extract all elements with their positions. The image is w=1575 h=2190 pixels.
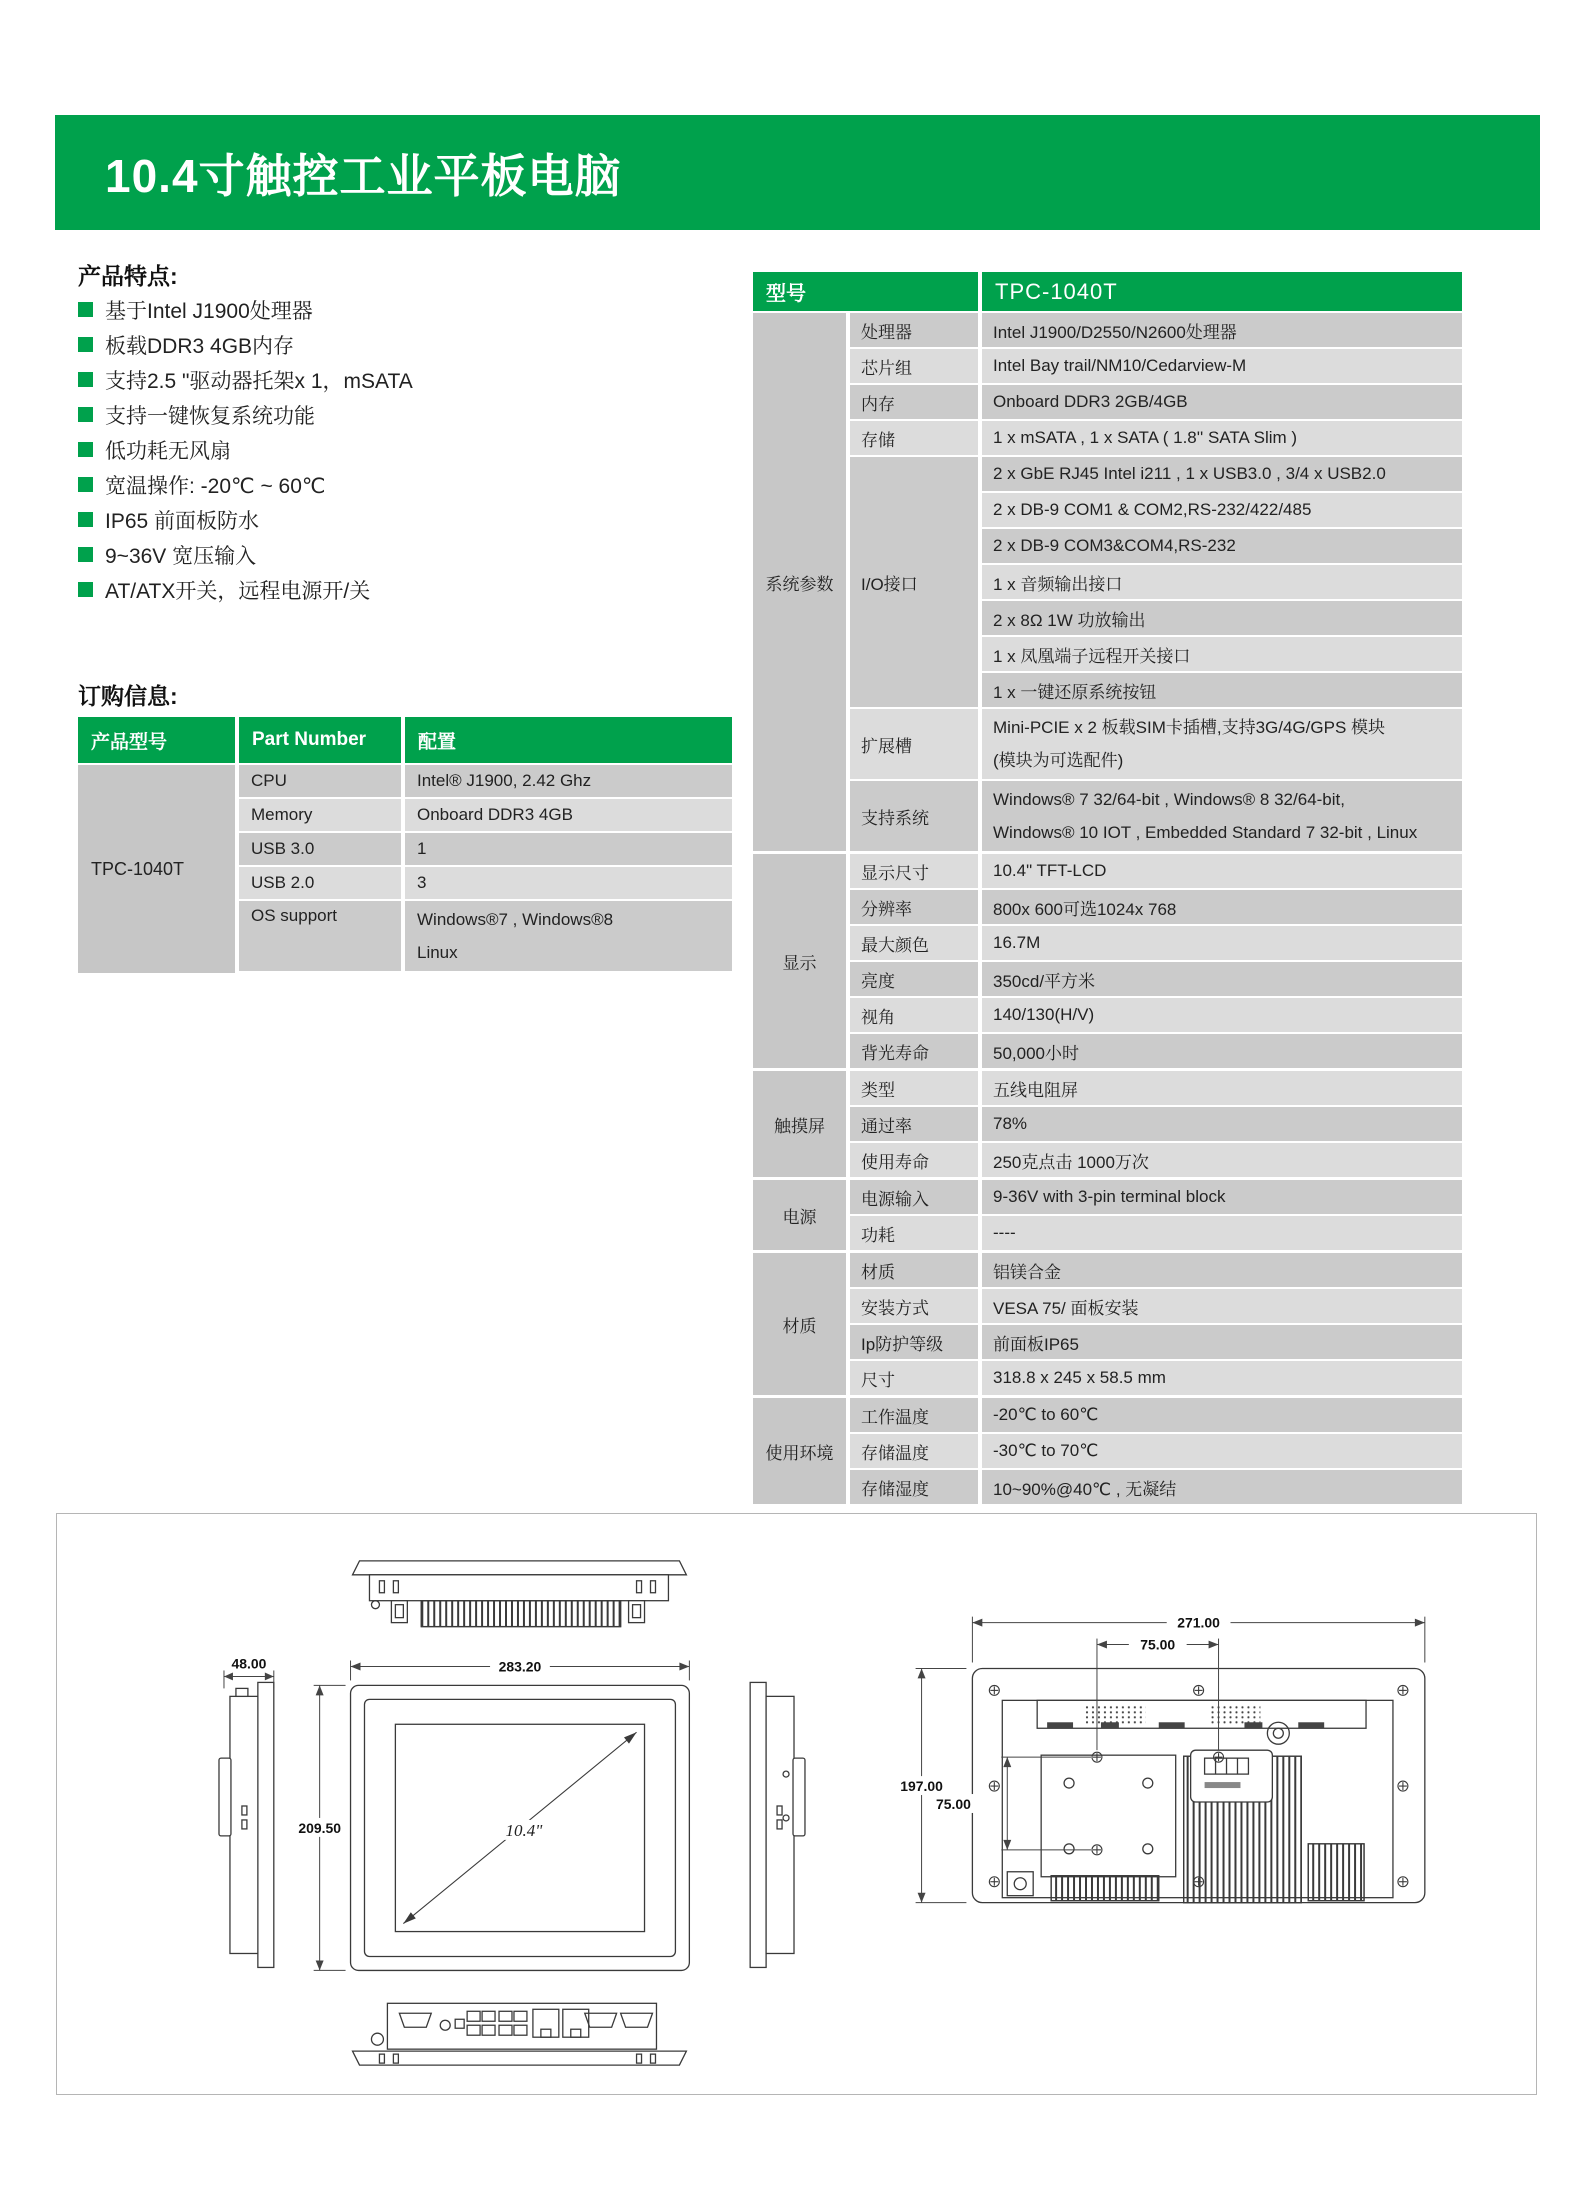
spec-merged-row: [850, 457, 1462, 709]
spec-row-label: 电源输入: [850, 1180, 978, 1214]
spec-row-label: 支持系统: [850, 781, 978, 851]
spec-row-value: [982, 709, 1462, 779]
dim-label-rear-width: 271.00: [1177, 1614, 1220, 1631]
spec-row: [982, 565, 1462, 601]
spec-section-材质: [753, 1253, 1462, 1397]
order-rows: [239, 765, 732, 973]
spec-subrows: [982, 457, 1462, 709]
feature-text: 低功耗无风扇: [105, 439, 231, 463]
spec-row: [850, 1216, 1462, 1252]
spec-row-value: [982, 781, 1462, 851]
spec-row: [850, 781, 1462, 853]
spec-category-label: 使用环境: [753, 1398, 846, 1504]
spec-row-value: 140/130(H/V): [982, 998, 1462, 1032]
page-title: 10.4寸触控工业平板电脑: [105, 149, 622, 202]
features-list: [78, 292, 678, 607]
feature-item: [78, 327, 678, 362]
feature-text: 板载DDR3 4GB内存: [105, 334, 295, 358]
spec-row-value: -30℃ to 70℃: [982, 1434, 1462, 1468]
spec-row: [982, 637, 1462, 673]
spec-row-value: 1 x 一键还原系统按钮: [982, 673, 1462, 707]
order-row-label: OS support: [239, 901, 401, 971]
spec-row-value: 800x 600可选1024x 768: [982, 890, 1462, 924]
order-row-value: Intel® J1900, 2.42 Ghz: [405, 765, 732, 797]
rear-view: [972, 1668, 1424, 1902]
order-row-value: Onboard DDR3 4GB: [405, 799, 732, 831]
order-row-label: USB 2.0: [239, 867, 401, 899]
spec-row: [850, 998, 1462, 1034]
spec-row-value: 16.7M: [982, 926, 1462, 960]
dim-label-front-height: 209.50: [298, 1819, 341, 1836]
spec-row: [850, 962, 1462, 998]
spec-value-line: Windows® 7 32/64-bit , Windows® 8 32/64-bit,: [993, 790, 1345, 809]
dim-rear-width: [972, 1613, 1424, 1663]
spec-row-value: 50,000小时: [982, 1034, 1462, 1068]
dim-label-vesa-horizontal: 75.00: [1140, 1636, 1176, 1653]
dim-front-width: [351, 1657, 690, 1681]
spec-row-label: 内存: [850, 385, 978, 419]
spec-row-value: Intel J1900/D2550/N2600处理器: [982, 313, 1462, 347]
spec-row: [850, 1071, 1462, 1107]
side-view-right: [750, 1682, 805, 1967]
spec-rows: [850, 854, 1462, 1070]
spec-row-label: 扩展槽: [850, 709, 978, 779]
spec-row: [850, 1398, 1462, 1434]
dim-label-vesa-vertical: 75.00: [936, 1795, 971, 1812]
spec-row: [982, 493, 1462, 529]
spec-row-label: 分辨率: [850, 890, 978, 924]
technical-drawings: [56, 1513, 1537, 2095]
spec-row-value: Onboard DDR3 2GB/4GB: [982, 385, 1462, 419]
order-value-line: Windows®7 , Windows®8: [417, 910, 614, 929]
spec-row-label: 处理器: [850, 313, 978, 347]
order-col-header: 配置: [405, 717, 732, 763]
order-row-label: USB 3.0: [239, 833, 401, 865]
spec-row-label: 存储: [850, 421, 978, 455]
spec-rows: [850, 1180, 1462, 1252]
spec-row-label: 存储温度: [850, 1434, 978, 1468]
top-view: [353, 1561, 687, 1627]
spec-row-value: 前面板IP65: [982, 1325, 1462, 1359]
spec-row: [850, 313, 1462, 349]
spec-row: [850, 890, 1462, 926]
spec-rows: [850, 313, 1462, 853]
spec-row-label: 亮度: [850, 962, 978, 996]
order-row: [239, 833, 732, 867]
dim-rear-height: [893, 1668, 967, 1902]
spec-value-line: (模块为可选配件): [993, 751, 1124, 770]
order-model-cell: TPC-1040T: [78, 765, 235, 973]
bullet-square-icon: [78, 512, 93, 527]
feature-text: AT/ATX开关，远程电源开/关: [105, 579, 371, 603]
spec-row: [850, 1361, 1462, 1397]
spec-category-label: 显示: [753, 854, 846, 1068]
feature-item: [78, 362, 678, 397]
order-col-header: Part Number: [239, 717, 401, 763]
order-col-header: 产品型号: [78, 717, 235, 763]
dim-label-side-depth: 48.00: [231, 1655, 267, 1672]
spec-row-label: 材质: [850, 1253, 978, 1287]
order-row: [239, 765, 732, 799]
order-row-label: Memory: [239, 799, 401, 831]
spec-row-value: 10~90%@40℃ , 无凝结: [982, 1470, 1462, 1504]
order-header-row: [78, 717, 732, 763]
spec-value-line: Windows® 10 IOT , Embedded Standard 7 32-bit , Linux: [993, 823, 1418, 842]
spec-row-value: Intel Bay trail/NM10/Cedarview-M: [982, 349, 1462, 383]
order-row: [239, 799, 732, 833]
bullet-square-icon: [78, 337, 93, 352]
spec-row-label: 使用寿命: [850, 1143, 978, 1177]
spec-row: [850, 1034, 1462, 1070]
dim-label-front-width: 283.20: [498, 1658, 542, 1675]
spec-row-value: 1 x 音频输出接口: [982, 565, 1462, 599]
spec-row-value: 1 x mSATA , 1 x SATA ( 1.8'' SATA Slim ): [982, 421, 1462, 455]
spec-row-value: 250克点击 1000万次: [982, 1143, 1462, 1177]
spec-value-line: Mini-PCIE x 2 板载SIM卡插槽,支持3G/4G/GPS 模块: [993, 718, 1386, 737]
spec-row: [850, 385, 1462, 421]
feature-item: [78, 572, 678, 607]
spec-row-label: 最大颜色: [850, 926, 978, 960]
spec-row-label: 存储湿度: [850, 1470, 978, 1504]
spec-row-value: 2 x DB-9 COM1 & COM2,RS-232/422/485: [982, 493, 1462, 527]
bullet-square-icon: [78, 372, 93, 387]
feature-text: 支持一键恢复系统功能: [105, 404, 315, 428]
feature-item: [78, 467, 678, 502]
spec-row-value: 2 x GbE RJ45 Intel i211 , 1 x USB3.0 , 3/4 x USB2.0: [982, 457, 1462, 491]
spec-row-value: 10.4" TFT-LCD: [982, 854, 1462, 888]
features-heading: 产品特点:: [78, 263, 178, 289]
spec-row-value: 1 x 凤凰端子远程开关接口: [982, 637, 1462, 671]
feature-item: [78, 292, 678, 327]
spec-table: [753, 272, 1462, 1507]
spec-row: [982, 457, 1462, 493]
spec-header-model: TPC-1040T: [982, 272, 1462, 311]
side-view-left: [219, 1682, 274, 1967]
feature-item: [78, 537, 678, 572]
title-banner: [55, 115, 1540, 230]
spec-row-label: 尺寸: [850, 1361, 978, 1395]
spec-row: [982, 601, 1462, 637]
order-row: [239, 867, 732, 901]
spec-section-电源: [753, 1180, 1462, 1252]
dim-label-rear-height: 197.00: [900, 1778, 943, 1795]
spec-row-value: 9-36V with 3-pin terminal block: [982, 1180, 1462, 1214]
spec-row-value: 78%: [982, 1107, 1462, 1141]
spec-rows: [850, 1071, 1462, 1179]
spec-row-value: 铝镁合金: [982, 1253, 1462, 1287]
dim-front-height: [292, 1685, 349, 1970]
spec-header-label: 型号: [753, 272, 978, 311]
feature-item: [78, 397, 678, 432]
spec-section-触摸屏: [753, 1071, 1462, 1179]
spec-section-使用环境: [753, 1398, 1462, 1506]
bullet-square-icon: [78, 442, 93, 457]
spec-row-label: 工作温度: [850, 1398, 978, 1432]
spec-row-label: I/O接口: [850, 457, 978, 707]
spec-row-label: 通过率: [850, 1107, 978, 1141]
spec-row: [850, 1143, 1462, 1179]
spec-category-label: 系统参数: [753, 313, 846, 851]
spec-row-label: 安装方式: [850, 1289, 978, 1323]
feature-text: 支持2.5 "驱动器托架x 1，mSATA: [105, 369, 413, 393]
bullet-square-icon: [78, 302, 93, 317]
order-row: [239, 901, 732, 973]
bullet-square-icon: [78, 477, 93, 492]
feature-item: [78, 502, 678, 537]
order-row-value: 3: [405, 867, 732, 899]
spec-row: [850, 709, 1462, 781]
spec-row-value: 2 x DB-9 COM3&COM4,RS-232: [982, 529, 1462, 563]
spec-row-value: 2 x 8Ω 1W 功放输出: [982, 601, 1462, 635]
feature-item: [78, 432, 678, 467]
screen-diagonal-label: 10.4": [505, 1820, 543, 1840]
spec-section-显示: [753, 854, 1462, 1070]
spec-row-label: 芯片组: [850, 349, 978, 383]
feature-text: 9~36V 宽压输入: [105, 544, 257, 568]
spec-row: [850, 1470, 1462, 1506]
spec-row-label: 背光寿命: [850, 1034, 978, 1068]
spec-row: [850, 349, 1462, 385]
ordering-heading: 订购信息:: [78, 683, 178, 709]
spec-rows: [850, 1398, 1462, 1506]
spec-row: [850, 1180, 1462, 1216]
feature-text: IP65 前面板防水: [105, 509, 260, 533]
spec-row: [850, 1253, 1462, 1289]
spec-category-label: 触摸屏: [753, 1071, 846, 1177]
spec-row: [982, 529, 1462, 565]
spec-row-label: Ip防护等级: [850, 1325, 978, 1359]
spec-row-value: -20℃ to 60℃: [982, 1398, 1462, 1432]
ordering-table: [78, 717, 732, 973]
spec-row-value: VESA 75/ 面板安装: [982, 1289, 1462, 1323]
spec-row: [850, 926, 1462, 962]
spec-row: [850, 1325, 1462, 1361]
feature-text: 宽温操作: -20℃ ~ 60℃: [105, 474, 326, 498]
spec-row-value: ----: [982, 1216, 1462, 1250]
spec-section-系统参数: [753, 313, 1462, 853]
spec-row-value: 318.8 x 245 x 58.5 mm: [982, 1361, 1462, 1395]
spec-row-label: 视角: [850, 998, 978, 1032]
bullet-square-icon: [78, 547, 93, 562]
order-row-label: CPU: [239, 765, 401, 797]
spec-row: [850, 1289, 1462, 1325]
spec-row: [850, 1434, 1462, 1470]
order-row-value: 1: [405, 833, 732, 865]
spec-row: [850, 854, 1462, 890]
feature-text: 基于Intel J1900处理器: [105, 299, 313, 323]
order-row-value: [405, 901, 732, 971]
order-body: [78, 765, 732, 973]
bullet-square-icon: [78, 407, 93, 422]
spec-category-label: 材质: [753, 1253, 846, 1395]
spec-row-value: 五线电阻屏: [982, 1071, 1462, 1105]
spec-row: [850, 1107, 1462, 1143]
bullet-square-icon: [78, 582, 93, 597]
bottom-view: [353, 2003, 687, 2065]
order-value-line: Linux: [417, 943, 458, 962]
spec-category-label: 电源: [753, 1180, 846, 1250]
spec-row-label: 类型: [850, 1071, 978, 1105]
spec-row-label: 功耗: [850, 1216, 978, 1250]
spec-row: [982, 673, 1462, 709]
spec-row: [850, 421, 1462, 457]
spec-header-row: [753, 272, 1462, 311]
spec-row-value: 350cd/平方米: [982, 962, 1462, 996]
spec-row-label: 显示尺寸: [850, 854, 978, 888]
spec-rows: [850, 1253, 1462, 1397]
